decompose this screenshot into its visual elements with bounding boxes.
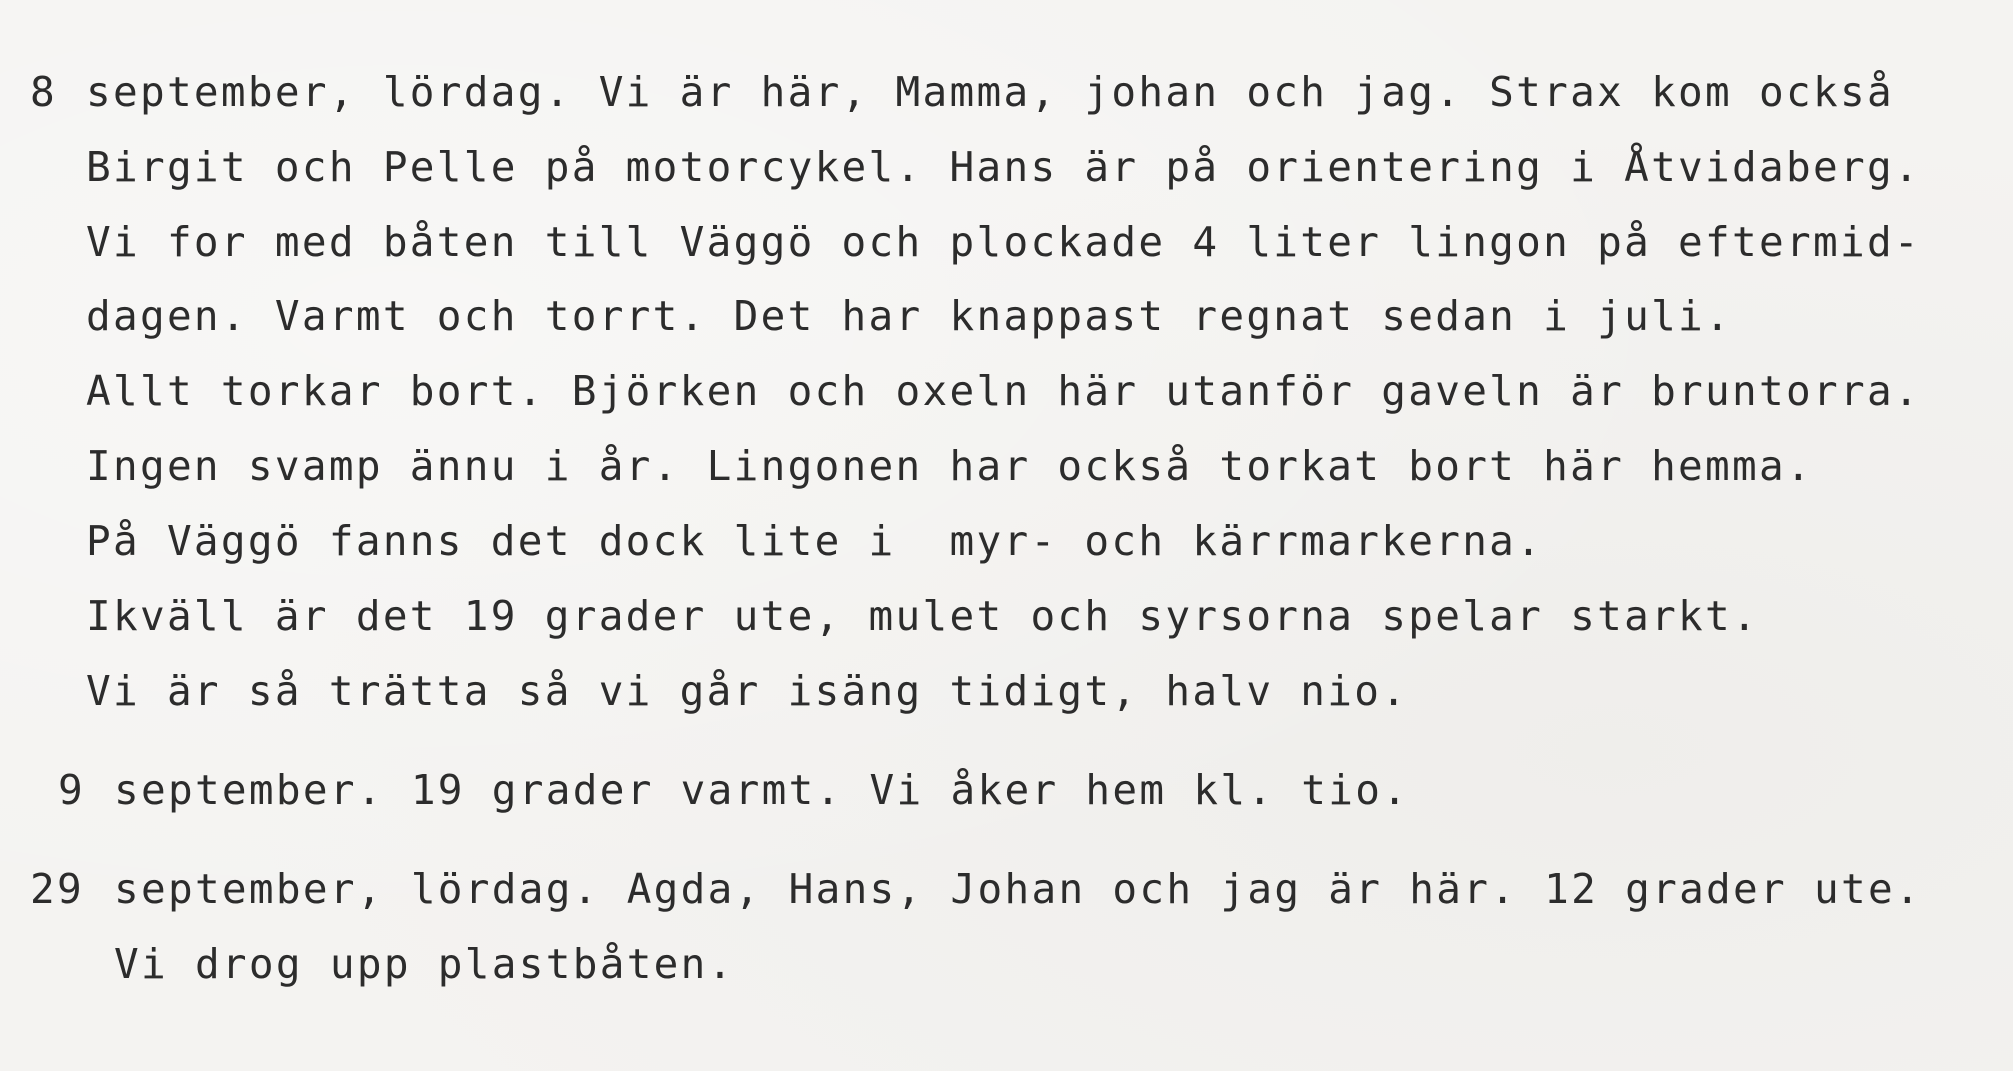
entry-text-line: Ikväll är det 19 grader ute, mulet och syrsorna spelar starkt. <box>86 592 1760 640</box>
entry-text-line: På Väggö fanns det dock lite i myr- och kärrmarkerna. <box>86 517 1544 565</box>
entry-text-line: dagen. Varmt och torrt. Det har knappast regnat sedan i juli. <box>86 292 1733 340</box>
entry-text-line: Vi drog upp plastbåten. <box>114 940 735 988</box>
entry-text-line: Allt torkar bort. Björken och oxeln här utanför gaveln är bruntorra. <box>86 367 1921 415</box>
entry-text-line: september, lördag. Agda, Hans, Johan och jag är här. 12 grader ute. <box>114 865 1922 913</box>
entry-text-line: Ingen svamp ännu i år. Lingonen har också torkat bort här hemma. <box>86 442 1813 490</box>
entry-text-line: september, lördag. Vi är här, Mamma, johan och jag. Strax kom också <box>86 68 1894 116</box>
entry-date-number: 8 <box>30 68 57 116</box>
entry-text-line: Vi for med båten till Väggö och plockade 4 liter lingon på eftermid- <box>86 218 1921 266</box>
entry-date-number: 29 <box>30 865 84 913</box>
entry-text-line: Birgit och Pelle på motorcykel. Hans är på orientering i Åtvidaberg. <box>86 143 1921 191</box>
entry-text-line: Vi är så trätta så vi går isäng tidigt, halv nio. <box>86 667 1409 715</box>
entry-text-line: september. 19 grader varmt. Vi åker hem kl. tio. <box>114 766 1410 814</box>
entry-date-number: 9 <box>58 766 85 814</box>
